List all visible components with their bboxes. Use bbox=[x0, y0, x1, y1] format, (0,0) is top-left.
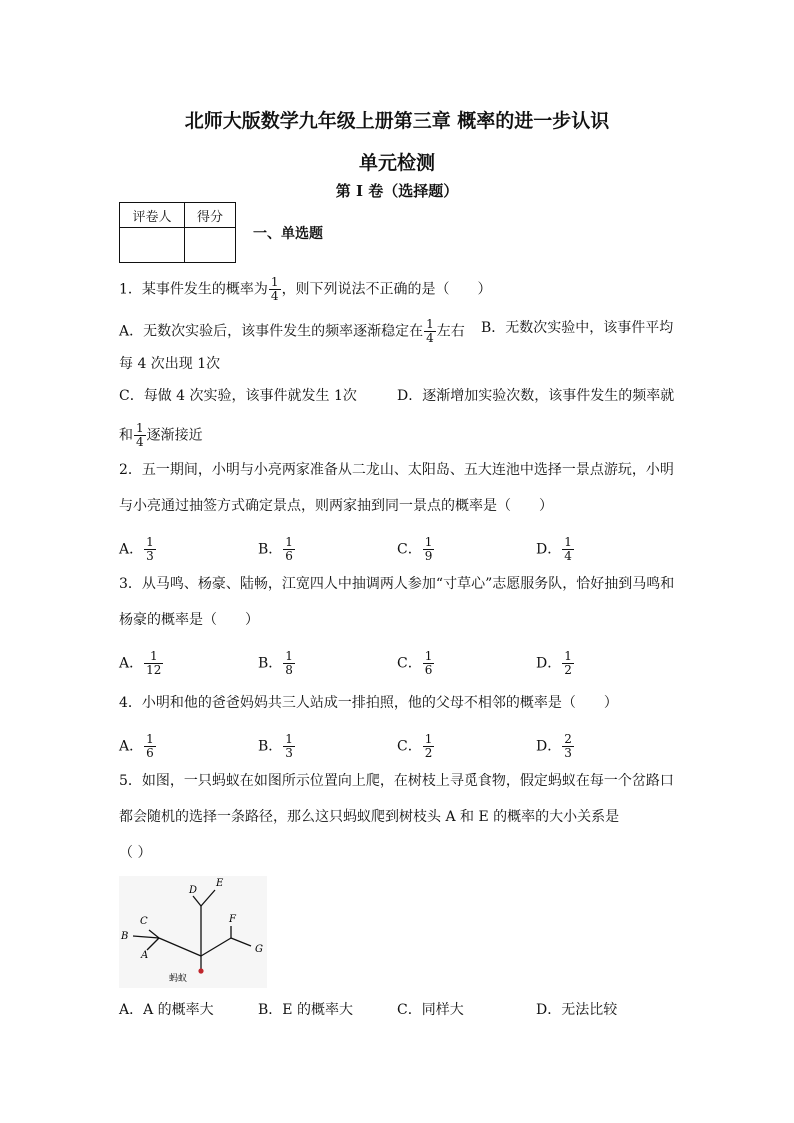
page-title: 北师大版数学九年级上册第三章 概率的进一步认识 bbox=[184, 110, 610, 132]
q5-option-c: C．同样大 bbox=[397, 1002, 464, 1018]
q2-stem-line1: 2．五一期间，小明与小亮两家准备从二龙山、太阳岛、五大连池中选择一景点游玩，小明 bbox=[119, 462, 674, 478]
q1-stem-text-a: 1．某事件发生的概率为 bbox=[119, 281, 268, 298]
section-heading: 一、单选题 bbox=[253, 226, 323, 242]
page-subtitle: 单元检测 bbox=[358, 152, 435, 174]
label-e: E bbox=[216, 878, 224, 889]
q5-option-b: B．E 的概率大 bbox=[258, 1002, 353, 1018]
q2-option-a: A． $\frac{1}{3}$ bbox=[119, 535, 154, 563]
q2-stem-line2: 与小亮通过抽签方式确定景点，则两家抽到同一景点的概率是（ ） bbox=[119, 498, 553, 514]
label-b: B bbox=[121, 931, 129, 942]
q5-option-d: D．无法比较 bbox=[536, 1002, 618, 1018]
q2-option-c: C． $\frac{1}{9}$ bbox=[397, 535, 433, 563]
q1-option-d-fraction: $\frac{1}{4}$ bbox=[136, 421, 144, 449]
q3-option-c: C． $\frac{1}{6}$ bbox=[397, 649, 433, 677]
q1-option-b-continued: 每 4 次出现 1次 bbox=[119, 356, 221, 372]
q1-option-d-continued: 和 $\frac{1}{4}$ 逐渐接近 bbox=[119, 421, 203, 449]
q5-stem-line3: （ ） bbox=[119, 845, 152, 861]
label-a: A bbox=[141, 950, 149, 961]
q1-option-a-fraction: $\frac{1}{4}$ bbox=[426, 317, 434, 345]
q1-stem-fraction: $\frac{1}{4}$ bbox=[270, 275, 279, 303]
q1-stem-text-b: ，则下列说法不正确的是（ ） bbox=[281, 281, 492, 298]
ant-tree-figure bbox=[119, 876, 267, 988]
q3-stem-line1: 3．从马鸣、杨豪、陆畅，江宽四人中抽调两人参加“寸草心”志愿服务队，恰好抽到马鸣和 bbox=[119, 576, 675, 592]
label-c: C bbox=[140, 916, 148, 927]
volume-heading: 第 I 卷（选择题） bbox=[335, 182, 459, 200]
q3-option-b: B． $\frac{1}{8}$ bbox=[258, 649, 293, 677]
score-table-cell-score bbox=[185, 228, 236, 263]
score-table-header-reviewer: 评卷人 bbox=[120, 203, 185, 228]
q4-option-d: D． $\frac{2}{3}$ bbox=[536, 732, 572, 760]
q4-option-c: C． $\frac{1}{2}$ bbox=[397, 732, 433, 760]
score-table-cell-reviewer bbox=[120, 228, 185, 263]
q3-option-d: D． $\frac{1}{2}$ bbox=[536, 649, 572, 677]
q1-stem bbox=[119, 276, 492, 303]
q3-option-a: A． $\frac{1}{12}$ bbox=[119, 649, 162, 677]
q5-stem-line1: 5．如图，一只蚂蚁在如图所示位置向上爬，在树枝上寻觅食物，假定蚂蚁在每一个岔路口 bbox=[119, 773, 674, 789]
q1-option-a: A．无数次实验后，该事件发生的频率逐渐稳定在 $\frac{1}{4}$ 左右 bbox=[119, 317, 465, 345]
q5-option-a: A．A 的概率大 bbox=[119, 1002, 214, 1018]
score-table-header-score: 得分 bbox=[185, 203, 236, 228]
q5-stem-line2: 都会随机的选择一条路径，那么这只蚂蚁爬到树枝头 A 和 E 的概率的大小关系是 bbox=[119, 809, 620, 825]
q4-option-b: B． $\frac{1}{3}$ bbox=[258, 732, 293, 760]
q1-option-b: B．无数次实验中，该事件平均 bbox=[481, 320, 674, 336]
score-table bbox=[119, 202, 236, 263]
ant-marker bbox=[198, 968, 203, 973]
q4-stem: 4．小明和他的爸爸妈妈共三人站成一排拍照，他的父母不相邻的概率是（ ） bbox=[119, 695, 618, 711]
q2-option-d: D． $\frac{1}{4}$ bbox=[536, 535, 572, 563]
q1-option-d: D．逐渐增加实验次数，该事件发生的频率就 bbox=[397, 388, 675, 404]
label-f: F bbox=[229, 914, 236, 925]
label-d: D bbox=[189, 885, 198, 896]
q2-option-b: B． $\frac{1}{6}$ bbox=[258, 535, 293, 563]
q4-option-a: A． $\frac{1}{6}$ bbox=[119, 732, 154, 760]
label-g: G bbox=[255, 944, 263, 955]
q3-stem-line2: 杨豪的概率是（ ） bbox=[119, 612, 259, 628]
q1-option-c: C．每做 4 次实验，该事件就发生 1次 bbox=[119, 388, 357, 404]
ant-label: 蚂蚁 bbox=[169, 974, 188, 984]
